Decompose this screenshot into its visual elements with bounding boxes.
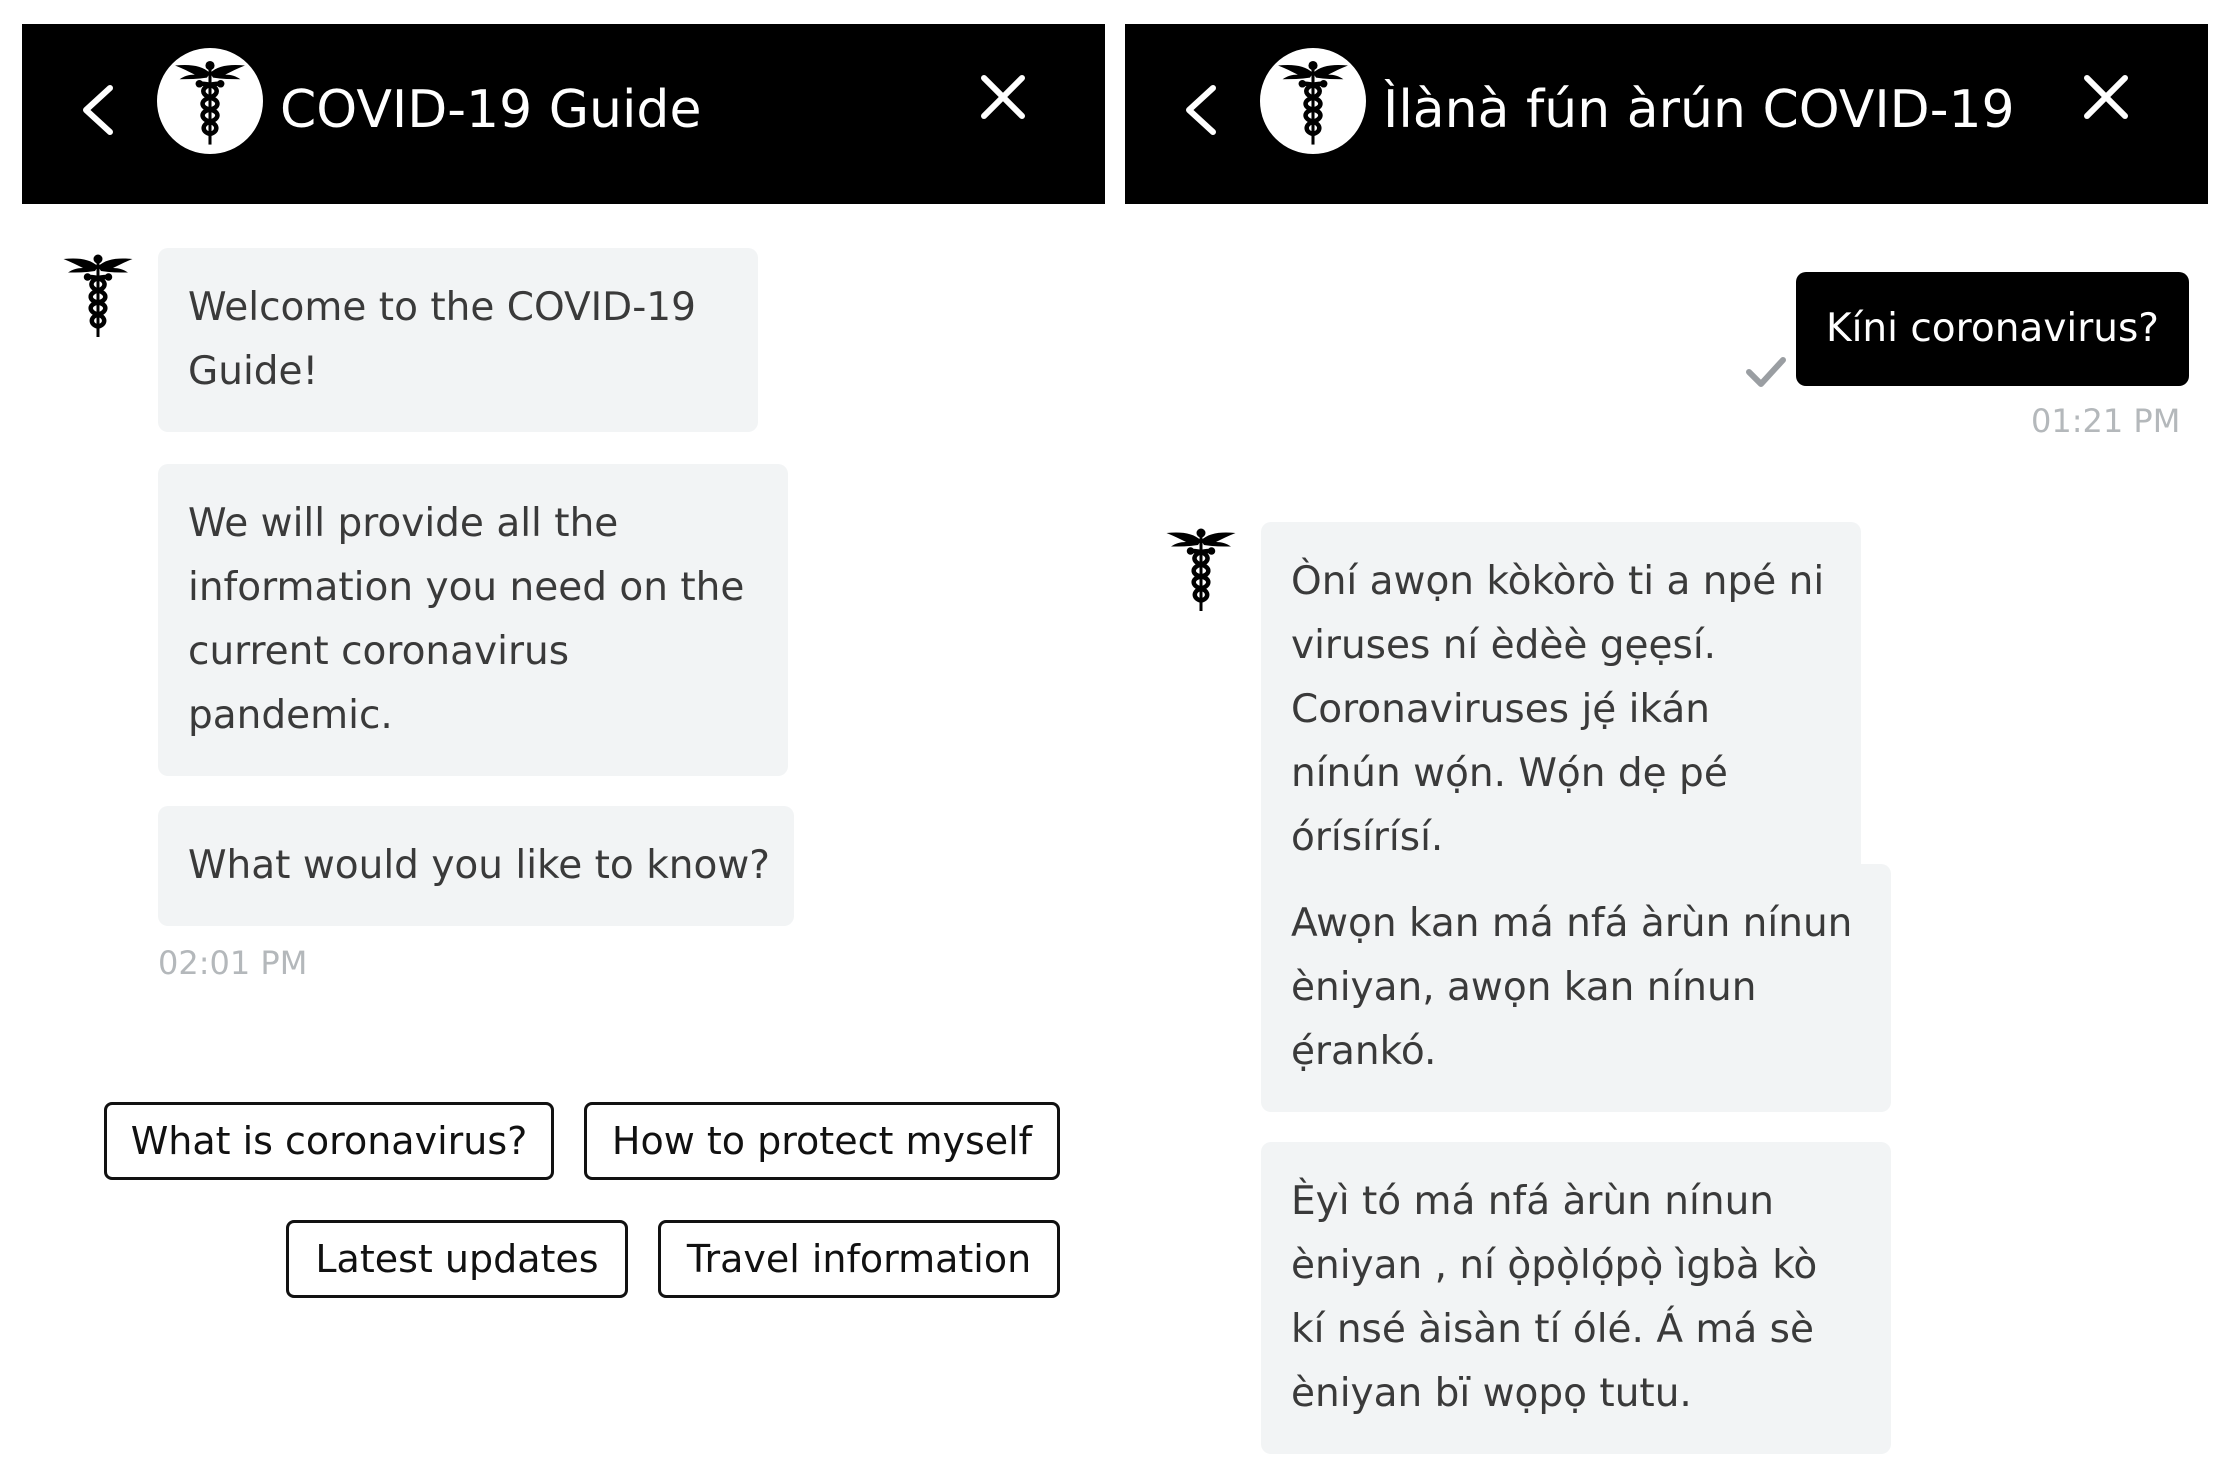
english-chat-panel — [22, 24, 1105, 1463]
bot-message: Èyì tó má nfá àrùn nínun èniyan , ní ọ̀pọ̀lọ́pọ̀ ìgbà kò kí nsé àisàn tí ólé. Á má sè èniyan bï wọpọ tutu. — [1261, 1142, 1891, 1454]
bot-message: Welcome to the COVID-19 Guide! — [158, 248, 758, 432]
back-button[interactable] — [70, 70, 130, 150]
close-button[interactable] — [970, 64, 1036, 130]
chevron-left-icon — [70, 70, 130, 150]
bot-avatar — [157, 48, 263, 154]
close-icon — [2073, 64, 2139, 130]
chat-title: COVID-19 Guide — [280, 80, 702, 140]
bot-avatar — [58, 250, 138, 340]
bot-avatar — [1260, 48, 1366, 154]
caduceus-icon — [157, 48, 263, 154]
chevron-left-icon — [1173, 70, 1233, 150]
chat-title: Ìlànà fún àrún COVID-19 — [1383, 80, 2015, 140]
bot-message: We will provide all the information you need on the current coronavirus pandemic. — [158, 464, 788, 776]
chat-header — [22, 24, 1105, 204]
quick-reply-how-to-protect[interactable]: How to protect myself — [584, 1102, 1060, 1180]
caduceus-icon — [1260, 48, 1366, 154]
message-timestamp: 02:01 PM — [158, 944, 308, 982]
bot-message: Awọn kan má nfá àrùn nínun èniyan, awọn kan nínun ẹ́rankó. — [1261, 864, 1891, 1112]
checkmark-icon — [1745, 354, 1787, 390]
yoruba-chat-panel — [1125, 24, 2208, 1463]
bot-avatar — [1161, 524, 1241, 614]
chat-header — [1125, 24, 2208, 204]
bot-message: What would you like to know? — [158, 806, 794, 926]
quick-reply-travel-information[interactable]: Travel information — [658, 1220, 1060, 1298]
user-message: Kíni coronavirus? — [1796, 272, 2189, 386]
caduceus-icon — [1161, 524, 1241, 614]
back-button[interactable] — [1173, 70, 1233, 150]
quick-reply-what-is-coronavirus[interactable]: What is coronavirus? — [104, 1102, 554, 1180]
message-timestamp: 01:21 PM — [2031, 402, 2181, 440]
caduceus-icon — [58, 250, 138, 340]
close-icon — [970, 64, 1036, 130]
close-button[interactable] — [2073, 64, 2139, 130]
bot-message: Òní awọn kòkòrò ti a npé ni viruses ní èdèè gẹẹsí. Coronaviruses jẹ́ ikán nínún wọ́n. Wọ́n dẹ pé órísírísí. — [1261, 522, 1861, 898]
quick-reply-latest-updates[interactable]: Latest updates — [286, 1220, 628, 1298]
